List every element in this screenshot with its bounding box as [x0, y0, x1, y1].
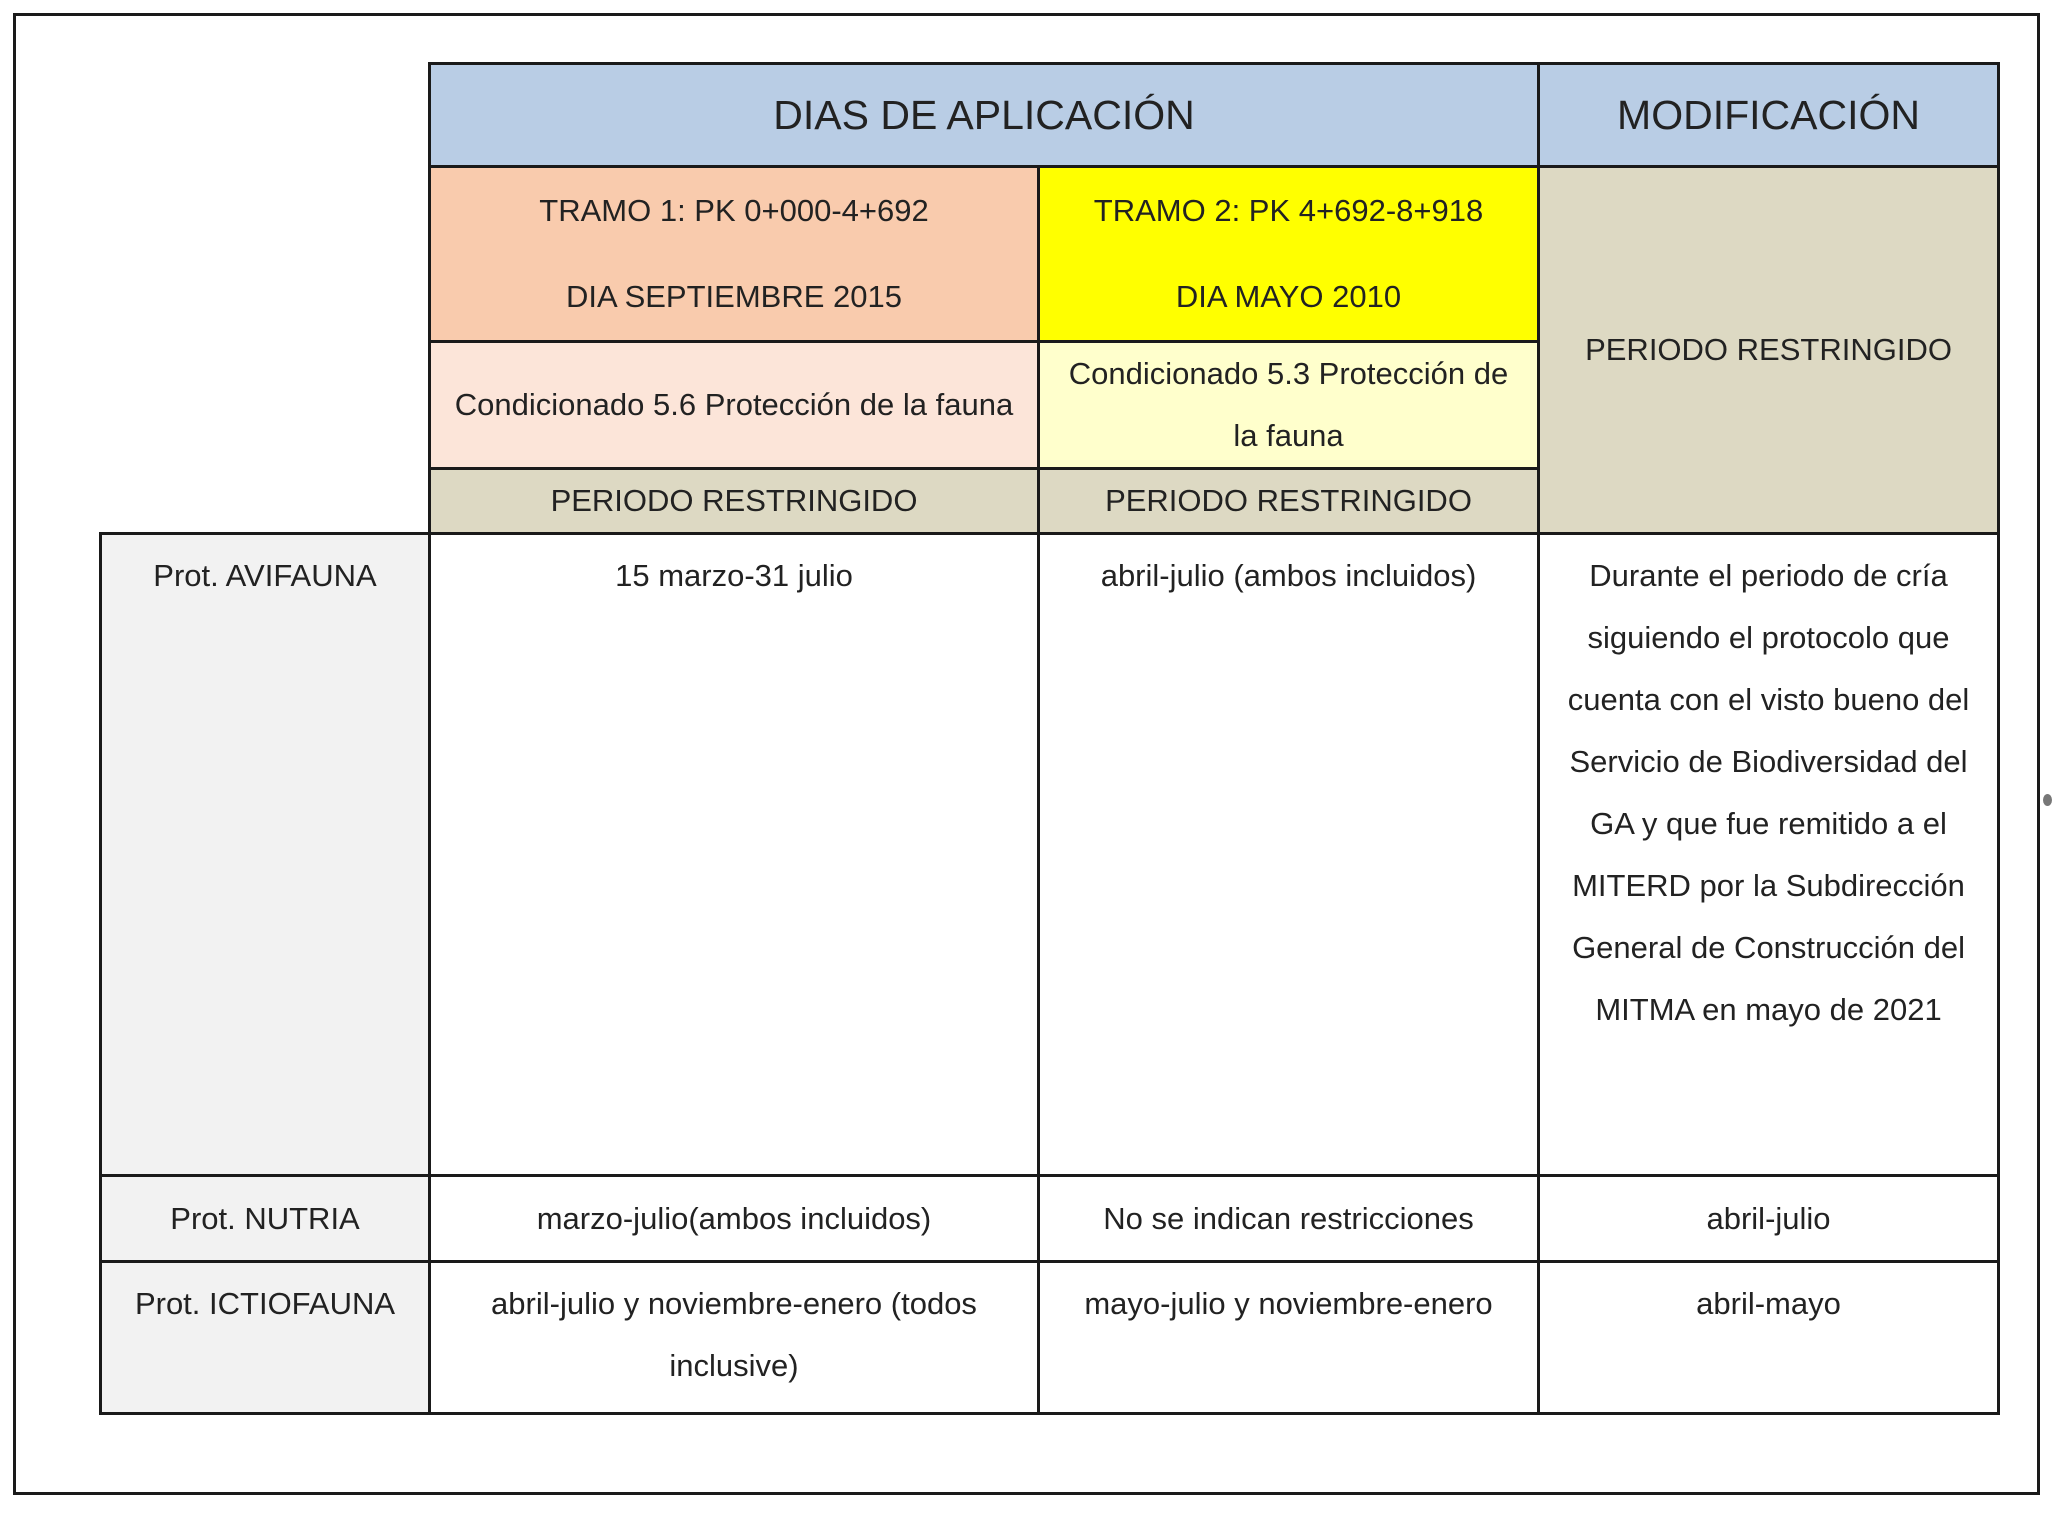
- tramo-1-date: DIA SEPTIEMBRE 2015: [566, 279, 902, 314]
- nutria-modificacion: abril-julio: [1539, 1176, 1999, 1262]
- ictiofauna-modificacion: abril-mayo: [1539, 1262, 1999, 1414]
- tramo-1-periodo: PERIODO RESTRINGIDO: [430, 469, 1039, 534]
- tramo-2-condicionado: Condicionado 5.3 Protección de la fauna: [1039, 342, 1539, 469]
- table-row: [101, 1176, 1999, 1262]
- tramo-2-header: [1039, 167, 1539, 342]
- table-row: [101, 534, 1999, 1176]
- tramo-2-periodo: PERIODO RESTRINGIDO: [1039, 469, 1539, 534]
- tramo-1-title: TRAMO 1: PK 0+000-4+692: [539, 193, 929, 228]
- tramo-2-title: TRAMO 2: PK 4+692-8+918: [1093, 193, 1484, 228]
- nutria-tramo-1: marzo-julio(ambos incluidos): [430, 1176, 1039, 1262]
- avifauna-tramo-1: 15 marzo-31 julio: [430, 534, 1039, 1176]
- tramo-1-header: [430, 167, 1039, 342]
- resize-handle-dot[interactable]: [2043, 794, 2052, 806]
- row-label-ictiofauna: Prot. ICTIOFAUNA: [101, 1262, 430, 1414]
- header-row: [101, 64, 1999, 167]
- tramo-2-date: DIA MAYO 2010: [1175, 279, 1402, 314]
- modificacion-periodo-restringido: PERIODO RESTRINGIDO: [1539, 167, 1999, 534]
- header-dias-aplicacion: DIAS DE APLICACIÓN: [430, 64, 1539, 167]
- avifauna-tramo-2: abril-julio (ambos incluidos): [1039, 534, 1539, 1176]
- row-label-nutria: Prot. NUTRIA: [101, 1176, 430, 1262]
- empty-corner-cell: [101, 64, 430, 534]
- tramo-1-condicionado: Condicionado 5.6 Protección de la fauna: [430, 342, 1039, 469]
- ictiofauna-tramo-2: mayo-julio y noviembre-enero: [1039, 1262, 1539, 1414]
- ictiofauna-tramo-1: abril-julio y noviembre-enero (todos inclusive): [430, 1262, 1039, 1414]
- header-modificacion: MODIFICACIÓN: [1539, 64, 1999, 167]
- avifauna-modificacion: Durante el periodo de cría siguiendo el protocolo que cuenta con el visto bueno del Servicio de Biodiversidad del GA y que fue remitido a el MITERD por la Subdirección General de Construcción del MITMA en mayo de 2021: [1539, 534, 1999, 1176]
- nutria-tramo-2: No se indican restricciones: [1039, 1176, 1539, 1262]
- table-row: [101, 1262, 1999, 1414]
- row-label-avifauna: Prot. AVIFAUNA: [101, 534, 430, 1176]
- restriction-periods-table: [99, 62, 2000, 1415]
